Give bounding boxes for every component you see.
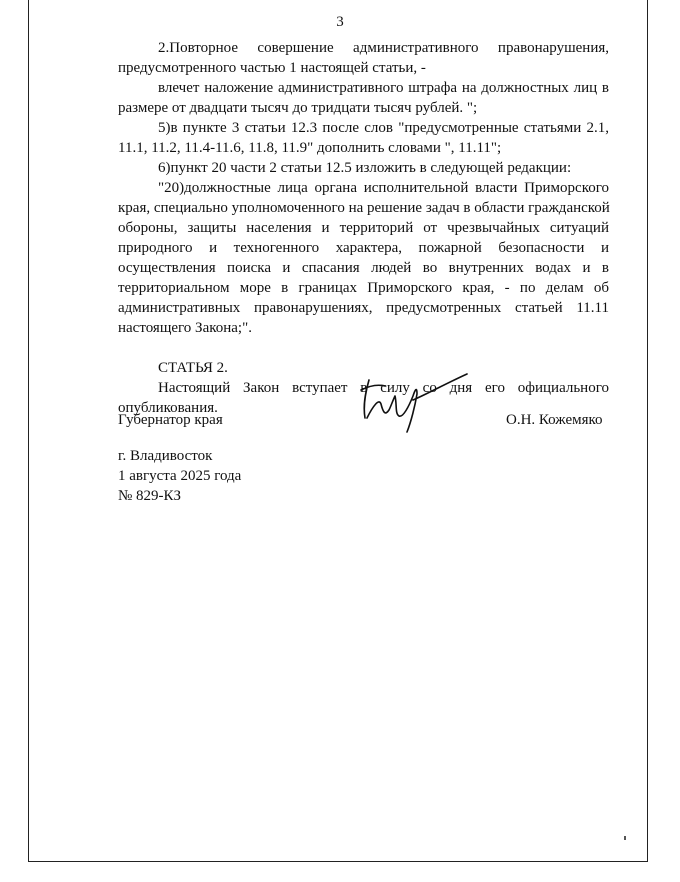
text-line: территориальном море в границах Приморского края, - по делам об <box>118 280 609 296</box>
city: г. Владивосток <box>118 448 213 464</box>
text-line: природного и техногенного характера, пожарной безопасности и <box>118 240 609 256</box>
text-line: административных правонарушениях, предусмотренных статьей 11.11 <box>118 300 609 316</box>
date: 1 августа 2025 года <box>118 468 242 484</box>
text-line: "20)должностные лица органа исполнительной власти Приморского <box>158 180 609 196</box>
text-line: 2.Повторное совершение административного правонарушения, <box>158 40 609 56</box>
text-line: 5)в пункте 3 статьи 12.3 после слов "предусмотренные статьями 2.1, <box>158 120 609 136</box>
text-line: обороны, защиты населения и территорий от чрезвычайных ситуаций <box>118 220 609 236</box>
document-number: № 829-КЗ <box>118 488 182 504</box>
text-line: предусмотренного частью 1 настоящей статьи, - <box>118 60 426 76</box>
signatory-position: Губернатор края <box>118 412 223 428</box>
text-line: 6)пункт 20 части 2 статьи 12.5 изложить в следующей редакции: <box>158 160 572 176</box>
text-line: Настоящий Закон вступает в силу со дня его официального <box>158 380 609 396</box>
text-line: края, специально уполномоченного на решение задач в области гражданской <box>118 200 610 216</box>
text-line: 11.1, 11.2, 11.4-11.6, 11.8, 11.9" дополнить словами ", 11.11"; <box>118 140 502 156</box>
article-heading: СТАТЬЯ 2. <box>158 360 228 376</box>
text-line: опубликования. <box>118 400 218 416</box>
handwritten-signature <box>355 360 470 440</box>
text-line: настоящего Закона;". <box>118 320 252 336</box>
text-line: размере от двадцати тысяч до тридцати тысяч рублей. "; <box>118 100 478 116</box>
signatory-name: О.Н. Кожемяко <box>506 412 603 428</box>
scan-speck <box>624 836 626 840</box>
text-line: осуществления поиска и спасания людей во внутренних водах и в <box>118 260 609 276</box>
page-number: 3 <box>336 14 344 30</box>
text-line: влечет наложение административного штрафа на должностных лиц в <box>158 80 609 96</box>
